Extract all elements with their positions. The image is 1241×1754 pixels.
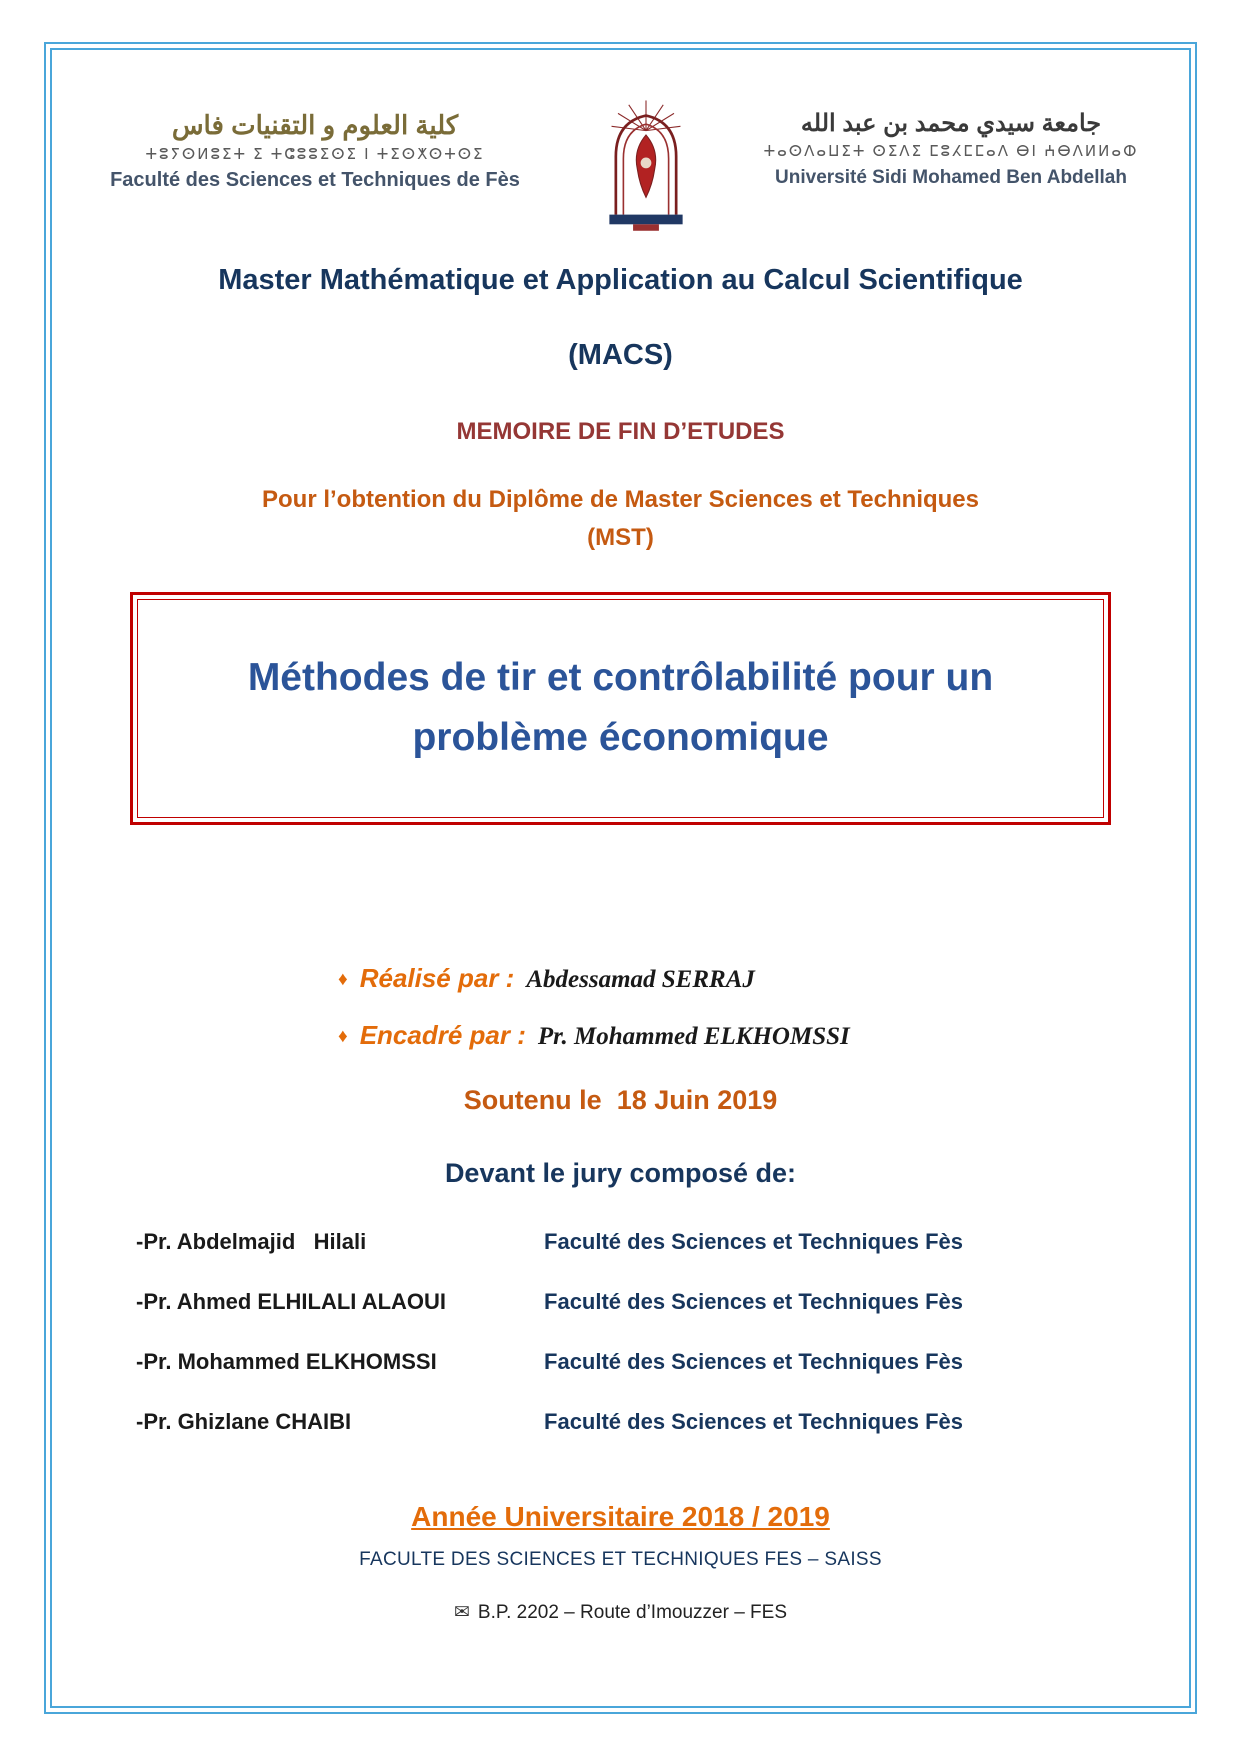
jury-member-name: -Pr. Ghizlane CHAIBI — [136, 1408, 352, 1434]
thesis-title-box-inner — [137, 599, 1104, 818]
realise-par-row — [338, 963, 1141, 994]
jury-row — [136, 1289, 963, 1315]
program-acronym: (MACS) — [568, 339, 673, 371]
jury-member-affiliation: Faculté des Sciences et Techniques Fès — [544, 1408, 963, 1434]
jury-member-name: -Pr. Mohammed ELKHOMSSI — [136, 1348, 437, 1374]
faculty-name-arabic: كلية العلوم و التقنيات فاس — [171, 110, 459, 140]
address-line — [100, 1601, 1141, 1624]
diamond-bullet-icon: ♦ — [338, 1025, 348, 1047]
jury-row — [136, 1409, 963, 1435]
jury-heading: Devant le jury composé de: — [444, 1157, 797, 1188]
university-name-tifinagh: ⵜⴰⵙⴷⴰⵡⵉⵜ ⵙⵉⴷⵉ ⵎⵓⵃⵎⵎⴰⴷ ⴱⵏ ⵄⴱⴷⵍⵍⴰⵀ — [763, 143, 1139, 161]
faculty-name-latin: Faculté des Sciences et Techniques de Fès — [110, 169, 520, 192]
diploma-line: Pour l’obtention du Diplôme de Master Sciences et Techniques — [261, 486, 979, 513]
jury-member-name: -Pr. Ahmed ELHILALI ALAOUI — [136, 1288, 447, 1314]
jury-member-affiliation: Faculté des Sciences et Techniques Fès — [544, 1348, 963, 1374]
supervisor-name: Pr. Mohammed ELKHOMSSI — [537, 1022, 850, 1050]
faculty-block — [100, 108, 530, 194]
university-logo — [591, 94, 701, 234]
academic-year-line: Année Universitaire 2018 / 2019 — [411, 1500, 830, 1532]
address-text: B.P. 2202 – Route d’Imouzzer – FES — [477, 1601, 788, 1623]
credits-section — [338, 963, 1141, 1051]
university-block — [761, 108, 1141, 190]
encadre-par-row — [338, 1020, 1141, 1051]
institutions-header — [100, 108, 1141, 234]
jury-member-affiliation: Faculté des Sciences et Techniques Fès — [544, 1288, 963, 1314]
defense-date-line: Soutenu le 18 Juin 2019 — [463, 1084, 778, 1115]
university-emblem-icon — [592, 94, 700, 234]
jury-member-name: -Pr. Abdelmajid Hilali — [136, 1228, 367, 1254]
memoire-heading: MEMOIRE DE FIN D’ETUDES — [456, 418, 785, 445]
jury-list — [100, 1229, 1141, 1435]
realise-par-label: Réalisé par : — [359, 962, 515, 993]
envelope-icon: ✉ — [453, 1601, 470, 1623]
thesis-title-box — [130, 592, 1111, 825]
master-program-title: Master Mathématique et Application au Calcul Scientifique — [218, 264, 1023, 296]
thesis-title: Méthodes de tir et contrôlabilité pour un problème économique — [247, 656, 994, 760]
faculty-name-tifinagh: ⵜⵓⵢⵙⵍⵓⵉⵜ ⵉ ⵜⵛⵓⵓⵉⵙⵉ ⵏ ⵜⵉⵙⵅⵙⵜⵙⵉ — [145, 146, 485, 164]
jury-row — [136, 1229, 963, 1255]
diamond-bullet-icon: ♦ — [338, 968, 348, 990]
outer-border-frame — [44, 42, 1197, 1714]
diploma-acronym: (MST) — [587, 524, 654, 551]
faculty-footer-line: FACULTE DES SCIENCES ET TECHNIQUES FES – SAISS — [359, 1548, 882, 1570]
author-name: Abdessamad SERRAJ — [526, 965, 755, 993]
university-name-arabic: جامعة سيدي محمد بن عبد الله — [800, 110, 1102, 137]
jury-member-affiliation: Faculté des Sciences et Techniques Fès — [544, 1228, 963, 1254]
inner-border-frame — [50, 48, 1191, 1708]
university-name-latin: Université Sidi Mohamed Ben Abdellah — [775, 166, 1127, 188]
encadre-par-label: Encadré par : — [359, 1019, 526, 1050]
jury-row — [136, 1349, 963, 1375]
